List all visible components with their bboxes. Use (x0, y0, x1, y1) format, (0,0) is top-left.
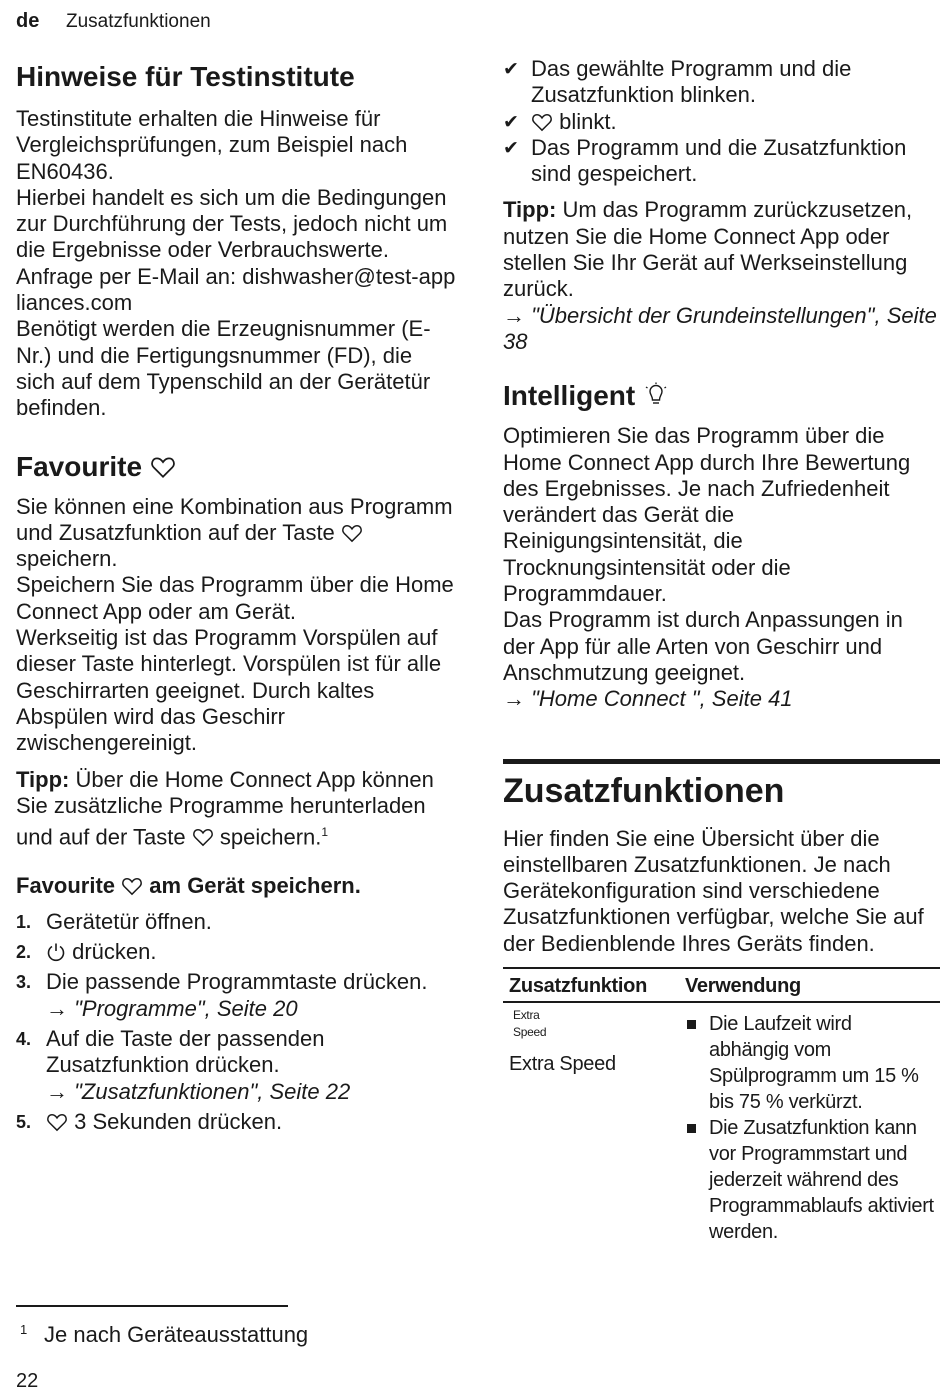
cross-reference[interactable]: → "Home Connect ", Seite 41 (503, 686, 793, 712)
testinst-para-3: Anfrage per E-Mail an: dishwasher@test-appliances.com (16, 263, 456, 316)
cross-reference[interactable]: → "Programme", Seite 20 (46, 995, 298, 1021)
tip-text-b: speichern. (219, 824, 322, 850)
step-text: Gerätetür öffnen. (46, 908, 212, 934)
heart-icon (192, 827, 214, 847)
symbol-line-1: Extra (513, 1008, 540, 1023)
usage-cell (679, 1002, 940, 1249)
favourite-para-2: Speichern Sie das Programm über die Home Connect App oder am Gerät. (16, 572, 454, 624)
step-5 (16, 1109, 456, 1135)
heart-icon (150, 455, 176, 479)
tip-text: Um das Programm zurückzusetzen, nutzen Sie die Home Connect App oder stellen Sie Ihr Gerät auf Werkseinstellung zurück. (503, 197, 913, 302)
intelligent-para-1: Optimieren Sie das Programm über die Home Connect App durch Ihre Bewertung des Ergebnisses. Je nach Zufriedenheit verändert das Gerät die Reinigungsintensität, die Trocknungsintensität oder die Programmdauer. (503, 423, 911, 607)
favourite-tip (16, 767, 456, 851)
result-item-3 (503, 135, 940, 188)
intelligent-title: Intelligent (503, 380, 636, 412)
page-number: 22 (16, 1370, 39, 1392)
table-row (503, 1002, 940, 1249)
reset-tip (503, 197, 940, 302)
result-item-2 (503, 109, 940, 135)
intelligent-para-2: Das Programm ist durch Anpassungen in der App für alle Arten von Geschirr und Anschmutzung geeignet. (503, 607, 903, 685)
step-text: Auf die Taste der passenden Zusatzfunktion drücken. (46, 1025, 325, 1078)
footnote-number: 1 (20, 1322, 28, 1337)
favourite-para-1b: speichern. (16, 546, 118, 572)
language-code: de (16, 10, 40, 32)
table-header-row (503, 968, 940, 1002)
result-list (503, 56, 940, 187)
step-number: 2. (16, 942, 32, 963)
running-header: Zusatzfunktionen (66, 11, 211, 32)
save-title-a: Favourite (16, 872, 116, 898)
favourite-para-3: Werkseitig ist das Programm Vorspülen auf dieser Taste hinterlegt. Vorspülen ist für alle Geschirrarten geeignet. Durch kaltes Abspülen wird das Geschirr zwischengereinigt. (16, 625, 442, 756)
step-1 (16, 909, 456, 935)
step-3 (16, 969, 456, 1022)
heart-icon (121, 876, 143, 896)
testinst-para-1: Testinstitute erhalten die Hinweise für Vergleichsprüfungen, zum Beispiel nach EN60436. (16, 106, 408, 184)
testinst-para-2: Hierbei handelt es sich um die Bedingungen zur Durchführung der Tests, jedoch nicht um die Ergebnisse oder Verbrauchswerte. (16, 184, 448, 263)
heading-save-favourite (16, 871, 456, 901)
left-column (16, 58, 456, 1139)
symbol-line-2: Speed (513, 1025, 547, 1040)
step-4 (16, 1026, 456, 1105)
extra-speed-symbol (509, 1007, 673, 1041)
column-header-option: Zusatzfunktion (503, 968, 679, 1002)
favourite-title: Favourite (16, 450, 143, 482)
footnote-rule (16, 1305, 288, 1307)
checkmark-icon: ✔ (503, 137, 519, 159)
column-header-usage: Verwendung (679, 968, 940, 1002)
favourite-para-1 (16, 494, 456, 573)
checkmark-icon: ✔ (503, 59, 519, 80)
favourite-para-1a: Sie können eine Kombination aus Programm und Zusatzfunktion auf der Taste (16, 493, 453, 545)
option-name: Extra Speed (509, 1053, 616, 1076)
heading-favourite (16, 448, 456, 486)
section-rule (503, 759, 940, 764)
cross-reference[interactable]: → "Übersicht der Grundeinstellungen", Seite 38 (503, 302, 937, 354)
cross-reference[interactable]: → "Zusatzfunktionen", Seite 22 (46, 1078, 351, 1104)
heart-icon (341, 523, 363, 543)
result-text: Das Programm und die Zusatzfunktion sind gespeichert. (531, 134, 907, 187)
step-number: 3. (16, 972, 32, 993)
step-text: Die passende Programmtaste drücken. (46, 969, 428, 995)
step-number: 5. (16, 1111, 32, 1132)
zusatz-intro: Hier finden Sie eine Übersicht über die einstellbaren Zusatzfunktionen. Je nach Gerätekonfiguration sind verschiedene Zusatzfunktionen verfügbar, welche Sie auf der Bedienblende Ihres Geräts finden. (503, 825, 924, 956)
step-number: 4. (16, 1028, 32, 1049)
right-column (503, 56, 940, 1249)
tip-label: Tipp: (503, 197, 557, 223)
testinst-para-4: Benötigt werden die Erzeugnisnummer (E-Nr.) und die Fertigungsnummer (FD), die sich auf dem Typenschild an der Gerätetür befinden. (16, 316, 431, 421)
heading-intelligent (503, 377, 940, 415)
step-text: drücken. (72, 939, 157, 965)
save-title-b: am Gerät speichern. (149, 872, 361, 898)
tip-text-a: Über die Home Connect App können Sie zusätzliche Programme herunterladen und auf der Taste (16, 766, 434, 850)
step-number: 1. (16, 911, 32, 932)
options-table (503, 967, 940, 1249)
lightbulb-icon (643, 382, 669, 408)
result-text: blinkt. (559, 108, 617, 134)
step-2 (16, 939, 456, 965)
footnote-text: Je nach Geräteausstattung (44, 1322, 309, 1347)
tip-label: Tipp: (16, 766, 70, 792)
step-text: 3 Sekunden drücken. (74, 1108, 283, 1134)
heart-icon (46, 1112, 68, 1132)
checkmark-icon: ✔ (503, 111, 519, 133)
heading-testinstitute: Hinweise für Testinstitute (16, 61, 355, 92)
save-steps-list (16, 909, 456, 1135)
result-text: Das gewählte Programm und die Zusatzfunktion blinken. (531, 56, 852, 108)
heart-icon (531, 112, 553, 132)
heading-zusatzfunktionen: Zusatzfunktionen (503, 771, 785, 810)
option-cell (503, 1002, 679, 1249)
power-icon (46, 942, 66, 962)
footnote-ref: 1 (321, 825, 329, 840)
result-item-1 (503, 56, 940, 109)
usage-bullet: Die Laufzeit wird abhängig vom Spülprogramm um 15 % bis 75 % verkürzt. (685, 1011, 934, 1115)
usage-bullet: Die Zusatzfunktion kann vor Programmstart und jederzeit während des Programmablaufs aktiviert werden. (685, 1115, 934, 1245)
